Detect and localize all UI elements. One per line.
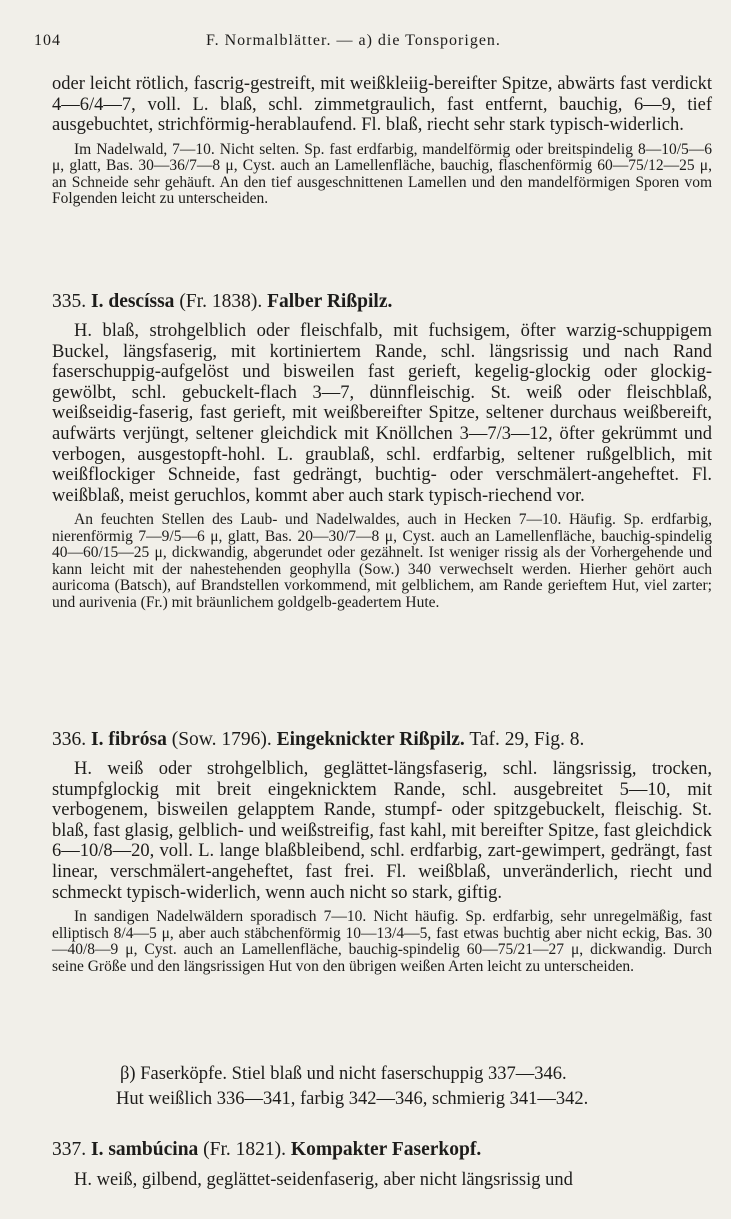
species-337-heading	[52, 1138, 712, 1162]
species-genus: I.	[91, 1139, 104, 1160]
species-common-name: Kompakter Faserkopf.	[290, 1139, 482, 1160]
species-genus: I.	[91, 729, 104, 750]
species-number: 337.	[52, 1139, 87, 1160]
species-336-heading	[52, 728, 712, 752]
page-number: 104	[34, 32, 61, 49]
species-336-note: In sandigen Nadelwäldern sporadisch 7—10. Nicht häufig. Sp. erdfarbig, sehr unregelmäßig, fast elliptisch 8/4—5 μ, aber auch stäbchenförmig 10—13/4—5, fast etwas buchtig aber nicht eckig, Bas. 30—40/8—9 μ, Cyst. auch an Lamellenfläche, bauchig-spindelig 60—75/21—27 μ, dickwandig. Durch seine Größe und den längsrissigen Hut von den übrigen weißen Arten leicht zu unterscheiden.	[52, 908, 712, 975]
species-genus: I.	[91, 291, 104, 312]
species-337-description: H. weiß, gilbend, geglättet-seidenfaserig, aber nicht längsrissig und	[74, 1170, 573, 1190]
running-title: F. Normalblätter. — a) die Tonsporigen.	[206, 32, 501, 49]
species-author: (Fr. 1838).	[179, 291, 263, 312]
species-336	[52, 728, 712, 975]
species-common-name: Falber Rißpilz.	[267, 291, 393, 312]
species-author: (Sow. 1796).	[171, 729, 272, 750]
subsection-stem-key: Stiel blaß und nicht faserschuppig 337—346.	[231, 1064, 567, 1084]
running-header	[34, 32, 710, 58]
species-335-note: An feuchten Stellen des Laub- und Nadelwaldes, auch in Hecken 7—10. Häufig. Sp. erdfarbig, nierenförmig 7—9/5—6 μ, glatt, Bas. 20—30/7—8 μ, Cyst. auch an Lamellenfläche, bauchig-spindelig 40—60/15—25 μ, dickwandig, abgerundet oder gezähnelt. Ist weniger rissig als der Vorhergehende und kann leicht mit der nahestehenden geophylla (Sow.) 340 verwechselt werden. Hierher gehört auch auricoma (Batsch), auf Brandstellen vorkommend, mit gelblichem, am Rande gerieftem Hut, viel zarter; und aurivenia (Fr.) mit bräunlichem goldgelb-geadertem Hute.	[52, 511, 712, 611]
subsection-line-2: Hut weißlich 336—341, farbig 342—346, schmierig 341—342.	[116, 1088, 589, 1109]
intro-note: Im Nadelwald, 7—10. Nicht selten. Sp. fast erdfarbig, mandelförmig oder breitspindelig 8—10/5—6 μ, glatt, Bas. 30—36/7—8 μ, Cyst. auch an Lamellenfläche, bauchig, flaschenförmig 60—75/12—25 μ, an Schneide sehr gehäuft. An den tief ausgeschnittenen Lamellen und den mandelförmigen Sporen vom Folgenden leicht zu unterscheiden.	[52, 140, 712, 208]
species-335-heading	[52, 290, 712, 314]
subsection-line-1	[52, 1064, 712, 1085]
subsection-label: β) Faserköpfe.	[120, 1064, 228, 1084]
species-335-description: H. blaß, strohgelblich oder fleischfalb, mit fuchsigem, öfter warzig-schuppigem Buckel, längsfaserig, mit kortiniertem Rande, schl. längsrissig und nach Rand faserschuppig-aufgelöst und bisweilen fast gerieft, kegelig-glockig oder glockig-gewölbt, schl. gebuckelt-flach 3—7, dünnfleischig. St. weiß oder fleischblaß, weißseidig-faserig, fast gerieft, mit weißbereifter Spitze, seltener durchaus weißbereift, aufwärts verjüngt, seltener gleichdick mit Knöllchen 3—7/3—12, öfter gekrümmt und verbogen, ausgestopft-hohl. L. graublaß, schl. erdfarbig, seltener rußgelblich, mit weißflockiger Schneide, fast gedrängt, buchtig- oder verschmälert-angeheftet. Fl. weißblaß, meist geruchlos, kommt aber auch stark typisch-riechend vor.	[52, 321, 712, 506]
species-335	[52, 290, 712, 611]
intro-section	[52, 74, 712, 208]
subsection-key	[52, 1064, 712, 1109]
species-plate-reference: Taf. 29, Fig. 8.	[469, 729, 585, 750]
species-epithet: sambúcina	[108, 1139, 199, 1160]
intro-text: oder leicht rötlich, fascrig-gestreift, mit weißkleiig-bereifter Spitze, abwärts fast verdickt 4—6/4—7, voll. L. blaß, schl. zimmetgraulich, fast entfernt, bauchig, 6—9, tief ausgebuchtet, strichförmig-herablaufend. Fl. blaß, riecht sehr stark typisch-widerlich.	[52, 74, 712, 136]
species-336-description: H. weiß oder strohgelblich, geglättet-längsfaserig, schl. längsrissig, trocken, stumpfglockig mit breit eingeknicktem Rande, schl. ausgebreitet 5—10, mit verbogenem, bisweilen gelapptem Rande, stumpf- oder spitzgebuckelt, fleischig. St. blaß, fast glasig, gelblich- und weißstreifig, fast kahl, mit bereifter Spitze, fast gleichdick 6—10/8—20, voll. L. lange blaßbleibend, schl. erdfarbig, zart-gewimpert, gedrängt, fast linear, verschmälert-angeheftet, fast frei. Fl. weißblaß, unveränderlich, riecht und schmeckt typisch-widerlich, wenn auch nicht so stark, giftig.	[52, 759, 712, 903]
species-author: (Fr. 1821).	[203, 1139, 287, 1160]
species-common-name: Eingeknickter Rißpilz.	[276, 729, 465, 750]
species-number: 336.	[52, 729, 87, 750]
species-337	[52, 1138, 712, 1191]
species-number: 335.	[52, 291, 87, 312]
species-epithet: fibrósa	[108, 729, 167, 750]
species-epithet: descíssa	[108, 291, 175, 312]
